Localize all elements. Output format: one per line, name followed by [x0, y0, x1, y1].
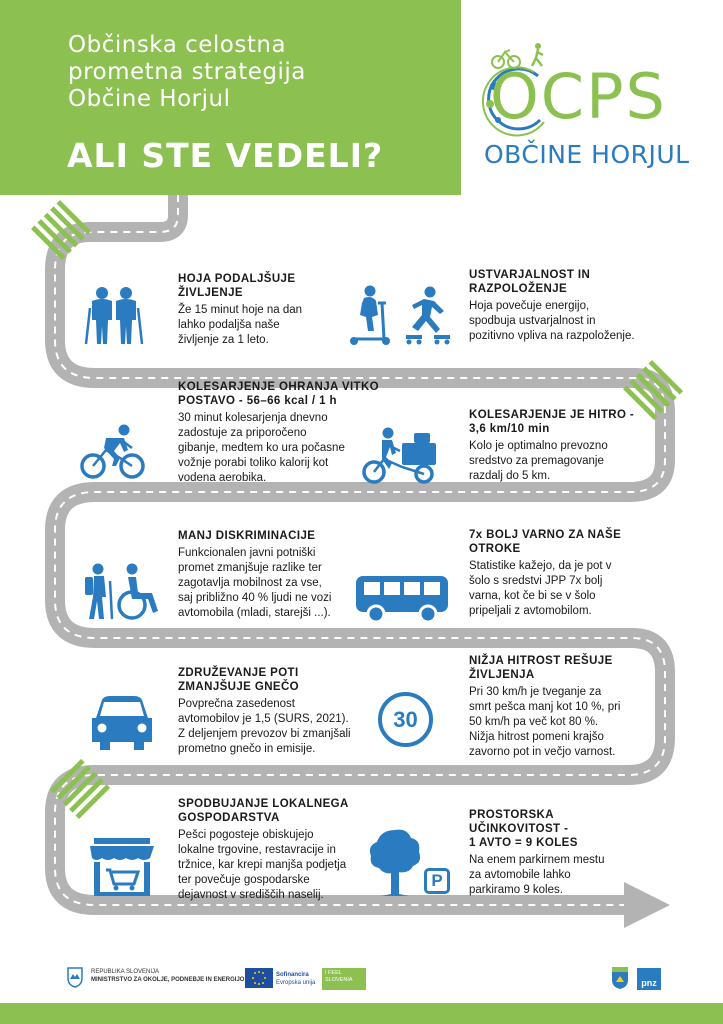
fact-body: Pri 30 km/h je tveganje za smrt pešca manj kot 10 %, pri 50 km/h pa več kot 80 %. Nižja hitrost pomeni krajšo zavorno pot in večjo varnost.: [469, 686, 621, 758]
fact-title: PROSTORSKA UČINKOVITOST - 1 AVTO = 9 KOLES: [469, 809, 578, 849]
fact-body: 30 minut kolesarjenja dnevno zadostuje za priporočeno gibanje, medtem ko ura počasne vožnje porabi toliko kalorij kot vodena aerobika.: [178, 412, 345, 484]
road-arrow-head: [624, 882, 670, 928]
fact-title: SPODBUJANJE LOKALNEGA GOSPODARSTVA: [178, 798, 349, 824]
fact-body: Povprečna zasedenost avtomobilov je 1,5 (SURS, 2021). Z deljenjem prevozov bi zmanjšali prometno gnečo in emisije.: [178, 698, 351, 755]
fact-title: NIŽJA HITROST REŠUJE ŽIVLJENJA: [469, 655, 613, 681]
page-question: ALI STE VEDELI?: [67, 136, 384, 175]
bus-icon: [354, 574, 452, 624]
tree-icon: [367, 826, 423, 898]
speed-limit-sign-icon: 30: [378, 692, 433, 747]
fact-body: Pešci pogosteje obiskujejo lokalne trgovine, restavracije in tržnice, kar krepi manjša podjetja ter povečuje gospodarske dejavnost v središčih naselij.: [178, 829, 347, 901]
fact-title: 7x BOLJ VARNO ZA NAŠE OTROKE: [469, 529, 622, 555]
scooter-skater-icon: [348, 285, 452, 347]
fact-walking-lifespan: [178, 272, 302, 348]
ministry-text: REPUBLIKA SLOVENIJA MINISTRSTVO ZA OKOLJE, PODNEBJE IN ENERGIJO: [91, 969, 245, 983]
fact-lower-speed: [469, 654, 620, 760]
fact-body: Statistike kažejo, da je pot v šolo s sredstvi JPP 7x bolj varna, kot če bi se v šolo pripeljali z avtomobilom.: [469, 560, 612, 617]
horjul-crest-icon: [611, 966, 629, 990]
pnz-logo: pnz: [637, 968, 661, 990]
fact-body: Kolo je optimalno prevozno sredstvo za premagovanje razdalj do 5 km.: [469, 440, 608, 482]
logo-subtitle: OBČINE HORJUL: [484, 140, 690, 169]
hiker-wheelchair-icon: [80, 563, 162, 621]
fact-creativity-mood: [469, 268, 635, 344]
title-line-1: Občinska celostna: [68, 32, 287, 58]
title-line-3: Občine Horjul: [68, 86, 231, 112]
eu-text: Sofinancira Evropska unija: [276, 972, 316, 986]
cargo-bike-icon: [362, 427, 440, 485]
parking-sign-icon: P: [424, 868, 450, 894]
fact-title: USTVARJALNOST IN RAZPOLOŽENJE: [469, 269, 591, 295]
footer-band: [0, 1003, 723, 1024]
fact-title: ZDRUŽEVANJE POTI ZMANJŠUJE GNEČO: [178, 667, 300, 693]
fact-safer-for-children: [469, 528, 621, 619]
fact-body: Na enem parkirnem mestu za avtomobile lahko parkiramo 9 koles.: [469, 854, 605, 896]
fact-local-economy: [178, 797, 349, 903]
fact-space-efficiency: [469, 808, 605, 898]
fact-title: KOLESARJENJE JE HITRO - 3,6 km/10 min: [469, 409, 635, 435]
eu-flag-icon: [245, 968, 273, 988]
logo-letters: OCPS: [490, 60, 667, 133]
fact-title: HOJA PODALJŠUJE ŽIVLJENJE: [178, 273, 296, 299]
elderly-couple-icon: [82, 286, 146, 346]
fact-less-discrimination: [178, 529, 331, 621]
eu-cofunded-logo: [245, 968, 325, 988]
i-feel-slovenia-logo: I FEEL SLOVENIA: [322, 968, 366, 990]
slovenia-crest-icon: [65, 966, 85, 988]
fact-cycling-fast: [469, 408, 634, 484]
cyclist-icon: [80, 424, 146, 480]
fact-title: KOLESARJENJE OHRANJA VITKO POSTAVO - 56–66 kcal / 1 h: [178, 381, 380, 407]
shop-icon: [88, 836, 156, 898]
ministry-logo: [65, 966, 245, 988]
fact-body: Hoja povečuje energijo, spodbuja ustvarjalnost in pozitivno vpliva na razpoloženje.: [469, 300, 635, 342]
fact-body: Funkcionalen javni potniški promet zmanjšuje razlike ter zagotavlja mobilnost za vse, saj približno 40 % ljudi ne vozi avtomobila (mladi, starejši ...).: [178, 547, 332, 619]
car-icon: [88, 694, 156, 754]
fact-ride-sharing: [178, 666, 351, 757]
fact-cycling-calories: [178, 380, 379, 486]
fact-body: Že 15 minut hoje na dan lahko podaljša naše življenje za 1 leto.: [178, 304, 303, 346]
fact-title: MANJ DISKRIMINACIJE: [178, 530, 316, 542]
title-line-2: prometna strategija: [68, 59, 306, 85]
